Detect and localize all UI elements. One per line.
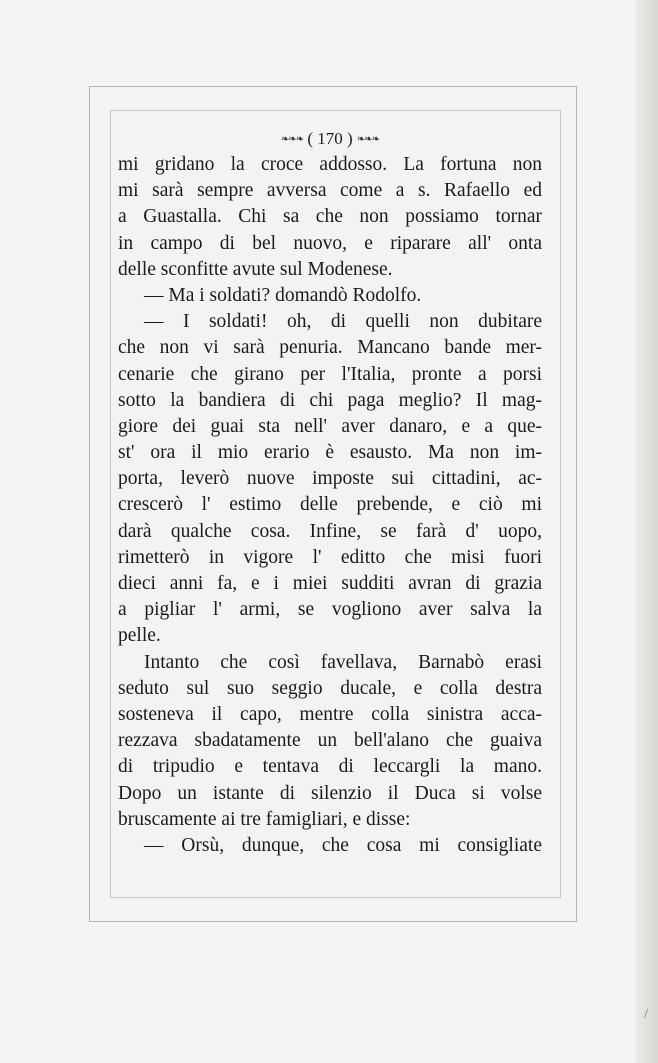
text-line: pelle. — [118, 625, 161, 647]
text-line: dieci anni fa, e i miei sudditi avran di grazia — [118, 573, 542, 594]
text-line: darà qualche cosa. Infine, se farà d' uopo, — [118, 520, 542, 542]
text-line: rimetterò in vigore l' editto che misi fuori — [118, 546, 542, 568]
text-line: mi gridano la croce addosso. La fortuna non — [118, 154, 542, 175]
text-line: di tripudio e tentava di leccargli la mano. — [118, 756, 542, 778]
text-line: a Guastalla. Chi sa che non possiamo tornar — [118, 206, 542, 228]
text-line: giore dei guai sta nell' aver danaro, e a que- — [118, 415, 542, 437]
right-ornament: ❧❧❧ — [356, 134, 380, 146]
text-line: Dopo un istante di silenzio il Duca si volse — [118, 782, 542, 804]
text-line: che non vi sarà penuria. Mancano bande mer- — [118, 337, 542, 359]
text-line: sosteneva il capo, mentre colla sinistra acca- — [118, 703, 542, 725]
text-line: cenarie che girano per l'Italia, pronte a porsi — [118, 363, 542, 385]
page-number: ( 170 ) — [307, 129, 353, 148]
text-line: — Ma i soldati? domandò Rodolfo. — [144, 284, 422, 306]
corner-mark: / — [644, 1007, 648, 1022]
left-ornament: ❧❧❧ — [280, 134, 304, 146]
text-line: in campo di bel nuovo, e riparare all' onta — [118, 232, 542, 254]
text-line: sotto la bandiera di chi paga meglio? Il mag- — [118, 389, 542, 411]
page-text-block — [118, 126, 542, 859]
page-header — [118, 126, 542, 152]
text-line: bruscamente ai tre famigliari, e disse: — [118, 808, 411, 830]
text-line: rezzava sbadatamente un bell'alano che guaiva — [118, 730, 542, 752]
text-line: Intanto che così favellava, Barnabò erasi — [144, 651, 542, 673]
text-line: delle sconfitte avute sul Modenese. — [118, 258, 393, 280]
text-line: — Orsù, dunque, che cosa mi consigliate — [144, 834, 542, 856]
text-line: seduto sul suo seggio ducale, e colla destra — [118, 677, 542, 699]
text-line: a pigliar l' armi, se vogliono aver salva la — [118, 599, 542, 621]
page-edge-shadow — [636, 0, 658, 1063]
text-line: — I soldati! oh, di quelli non dubitare — [144, 311, 542, 333]
text-line: crescerò l' estimo delle prebende, e ciò mi — [118, 494, 542, 516]
text-line: porta, leverò nuove imposte sui cittadini, ac- — [118, 468, 542, 490]
text-line: mi sarà sempre avversa come a s. Rafaello ed — [118, 180, 542, 202]
text-line: st' ora il mio erario è esausto. Ma non im- — [118, 442, 542, 464]
